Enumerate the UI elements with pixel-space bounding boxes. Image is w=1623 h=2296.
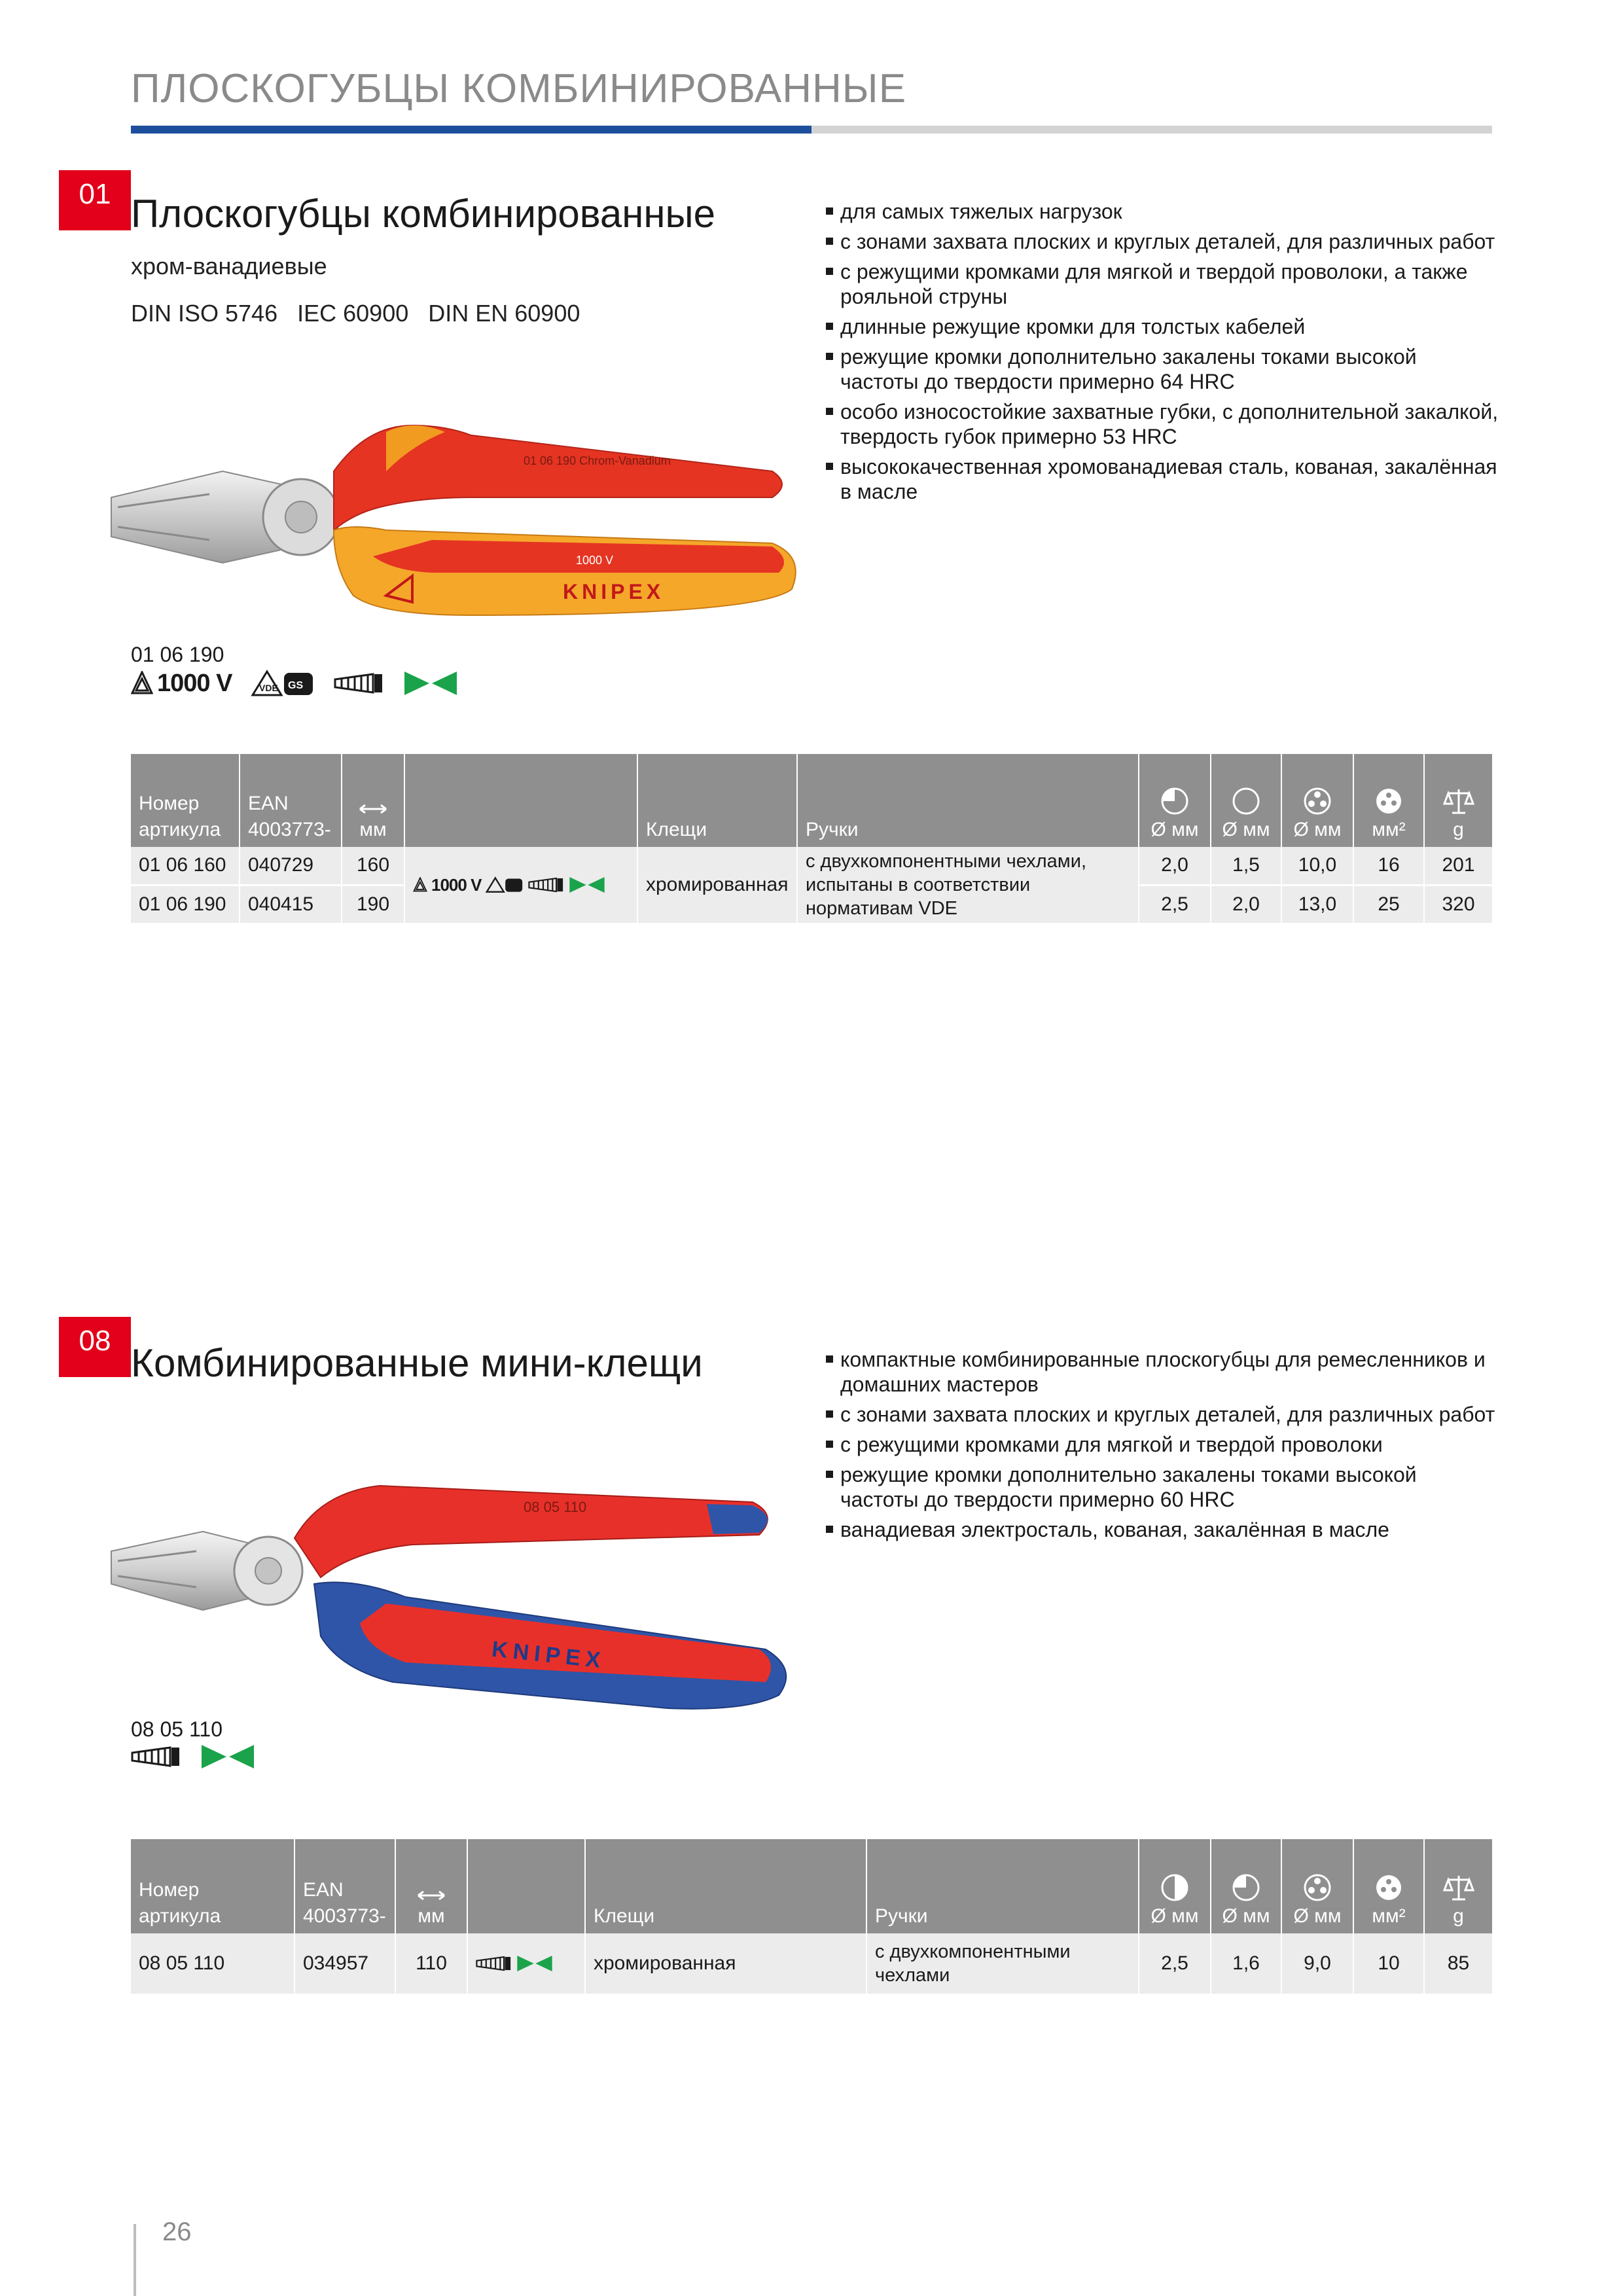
handle-print: 01 06 190 Chrom-Vanadium — [524, 454, 671, 467]
col-header-length: мм — [395, 1839, 467, 1933]
feature-item: режущие кромки дополнительно закалены токами высокой частоты до твердости примерно 64 HRC — [826, 344, 1500, 394]
section1-spec-table — [131, 754, 1492, 923]
cell-article: 01 06 190 — [131, 885, 240, 923]
cell-cable: 13,0 — [1281, 885, 1353, 923]
cell-length: 190 — [342, 885, 404, 923]
cell-soft-wire: 2,0 — [1139, 847, 1211, 885]
cell-medium-wire: 2,0 — [1211, 885, 1281, 923]
cable-icon — [1303, 787, 1332, 816]
vde-gs-certification-icon — [250, 669, 315, 698]
col-header-weight: g — [1424, 754, 1492, 847]
page-number: 26 — [162, 2217, 192, 2246]
cell-ean: 040729 — [240, 847, 342, 885]
medium-wire-icon — [1232, 787, 1260, 816]
medium-wire-icon — [1232, 1873, 1260, 1902]
weight-scale-icon — [1443, 1873, 1474, 1902]
grip-zone-icon — [476, 1955, 512, 1972]
knipex-logo-text: KNIPEX — [490, 1636, 607, 1674]
col-header-medium-wire: Ø мм — [1211, 1839, 1281, 1933]
col-header-handles: Ручки — [797, 754, 1139, 847]
handle-model-print: 08 05 110 — [524, 1499, 587, 1515]
cell-article: 08 05 110 — [131, 1933, 294, 1994]
cell-weight: 320 — [1424, 885, 1492, 923]
col-header-cable-section: мм² — [1353, 1839, 1424, 1933]
feature-item: режущие кромки дополнительно закалены токами высокой частоты до твердости примерно 60 HRC — [826, 1462, 1500, 1512]
col-header-article: Номер артикула — [131, 754, 240, 847]
vde-1000v-badge — [131, 670, 232, 698]
section2-icon-row — [131, 1744, 255, 1770]
cell-handles: с двухкомпонентными чехлами — [866, 1933, 1139, 1994]
section1-subtitle: хром-ванадиевые — [131, 253, 327, 279]
cutting-edges-icon — [569, 876, 605, 894]
section2-article-number: 08 05 110 — [131, 1717, 223, 1741]
grip-zone-icon — [131, 1745, 182, 1768]
cutting-edges-icon — [200, 1744, 255, 1770]
cell-cable: 9,0 — [1281, 1933, 1353, 1994]
footer-rule — [134, 2224, 136, 2296]
header-rule-grey — [812, 126, 1492, 134]
col-header-icons — [467, 1839, 585, 1933]
section2-feature-list — [826, 1347, 1500, 1547]
feature-item: с режущими кромками для мягкой и твердой проволоки — [826, 1432, 1500, 1457]
col-header-cable: Ø мм — [1281, 1839, 1353, 1933]
feature-item: компактные комбинированные плоскогубцы для ремесленников и домашних мастеров — [826, 1347, 1500, 1397]
col-header-pliers: Клещи — [585, 1839, 866, 1933]
cell-length: 110 — [395, 1933, 467, 1994]
cell-pliers-finish: хромированная — [637, 847, 797, 923]
product-image-mini-pliers — [105, 1453, 798, 1715]
col-header-handles: Ручки — [866, 1839, 1139, 1933]
col-header-icons — [404, 754, 637, 847]
header-rule-blue — [131, 126, 812, 134]
grip-zone-icon — [528, 876, 565, 893]
knipex-logo-text: KNIPEX — [563, 580, 665, 603]
cell-ean: 034957 — [294, 1933, 395, 1994]
col-header-pliers: Клещи — [637, 754, 797, 847]
feature-item: особо износостойкие захватные губки, с дополнительной закалкой, твердость губок примерно 53 HRC — [826, 399, 1500, 449]
vde-voltage-label: 1000 V — [157, 669, 232, 697]
section1-title: Плоскогубцы комбинированные — [131, 192, 716, 236]
weight-scale-icon — [1443, 787, 1474, 816]
cell-cable-section: 16 — [1353, 847, 1424, 885]
section-badge-01: 01 — [59, 170, 131, 230]
feature-item: с режущими кромками для мягкой и твердой проволоки, а также рояльной струны — [826, 259, 1500, 309]
col-header-soft-wire: Ø мм — [1139, 754, 1211, 847]
feature-item: с зонами захвата плоских и круглых деталей, для различных работ — [826, 229, 1500, 254]
col-header-medium-wire: Ø мм — [1211, 754, 1281, 847]
col-header-article: Номер артикула — [131, 1839, 294, 1933]
col-header-weight: g — [1424, 1839, 1492, 1933]
cell-icons — [404, 847, 637, 923]
product-image-vde-pliers — [105, 399, 812, 635]
hard-wire-icon — [1160, 1873, 1189, 1902]
cable-section-icon — [1374, 787, 1403, 816]
cell-cable: 10,0 — [1281, 847, 1353, 885]
cell-article: 01 06 160 — [131, 847, 240, 885]
cell-weight: 201 — [1424, 847, 1492, 885]
cell-cable-section: 25 — [1353, 885, 1424, 923]
col-header-ean: EAN 4003773- — [294, 1839, 395, 1933]
cell-icons — [467, 1933, 585, 1994]
length-arrow-icon — [417, 1889, 446, 1902]
cutting-edges-icon — [516, 1954, 553, 1973]
grip-zone-icon — [334, 672, 385, 695]
section2-title: Комбинированные мини-клещи — [131, 1341, 703, 1385]
feature-item: длинные режущие кромки для толстых кабелей — [826, 314, 1500, 339]
insulation-triangle-icon — [413, 877, 427, 893]
section1-standards: DIN ISO 5746 IEC 60900 DIN EN 60900 — [131, 300, 580, 327]
section2-spec-table — [131, 1839, 1492, 1994]
svg-text:VDE: VDE — [259, 683, 279, 693]
cutting-edges-icon — [403, 670, 458, 696]
vde-gs-certification-icon — [485, 876, 524, 893]
cable-icon — [1303, 1873, 1332, 1902]
cell-weight: 85 — [1424, 1933, 1492, 1994]
handle-voltage-print: 1000 V — [576, 554, 614, 567]
section1-feature-list — [826, 199, 1500, 509]
length-arrow-icon — [359, 802, 387, 816]
feature-item: с зонами захвата плоских и круглых деталей, для различных работ — [826, 1402, 1500, 1427]
cell-soft-wire: 2,5 — [1139, 885, 1211, 923]
cell-medium-wire: 1,6 — [1211, 1933, 1281, 1994]
page-header-title: ПЛОСКОГУБЦЫ КОМБИНИРОВАННЫЕ — [131, 66, 907, 111]
cell-handles: с двухкомпонентными чехлами, испытаны в соответствии нормативам VDE — [797, 847, 1139, 923]
col-header-hard-wire: Ø мм — [1139, 1839, 1211, 1933]
cell-ean: 040415 — [240, 885, 342, 923]
vde-1000v-badge — [413, 873, 629, 897]
cell-pliers-finish: хромированная — [585, 1933, 866, 1994]
vde-voltage-label: 1000 V — [431, 875, 482, 895]
table-row — [131, 1933, 1492, 1994]
col-header-cable-section: мм² — [1353, 754, 1424, 847]
cell-medium-wire: 1,5 — [1211, 847, 1281, 885]
cell-length: 160 — [342, 847, 404, 885]
col-header-ean: EAN 4003773- — [240, 754, 342, 847]
section1-article-number: 01 06 190 — [131, 643, 224, 666]
insulation-triangle-icon — [131, 671, 153, 696]
feature-item: ванадиевая электросталь, кованая, закалённая в масле — [826, 1517, 1500, 1542]
feature-item: высококачественная хромованадиевая сталь, кованая, закалённая в масле — [826, 454, 1500, 504]
svg-text:GS: GS — [288, 680, 304, 691]
cable-section-icon — [1374, 1873, 1403, 1902]
cell-cable-section: 10 — [1353, 1933, 1424, 1994]
col-header-cable: Ø мм — [1281, 754, 1353, 847]
soft-wire-icon — [1160, 787, 1189, 816]
cell-hard-wire: 2,5 — [1139, 1933, 1211, 1994]
feature-item: для самых тяжелых нагрузок — [826, 199, 1500, 224]
table-row — [131, 847, 1492, 885]
section1-icon-row — [131, 669, 458, 698]
section-badge-08: 08 — [59, 1317, 131, 1377]
col-header-length: мм — [342, 754, 404, 847]
